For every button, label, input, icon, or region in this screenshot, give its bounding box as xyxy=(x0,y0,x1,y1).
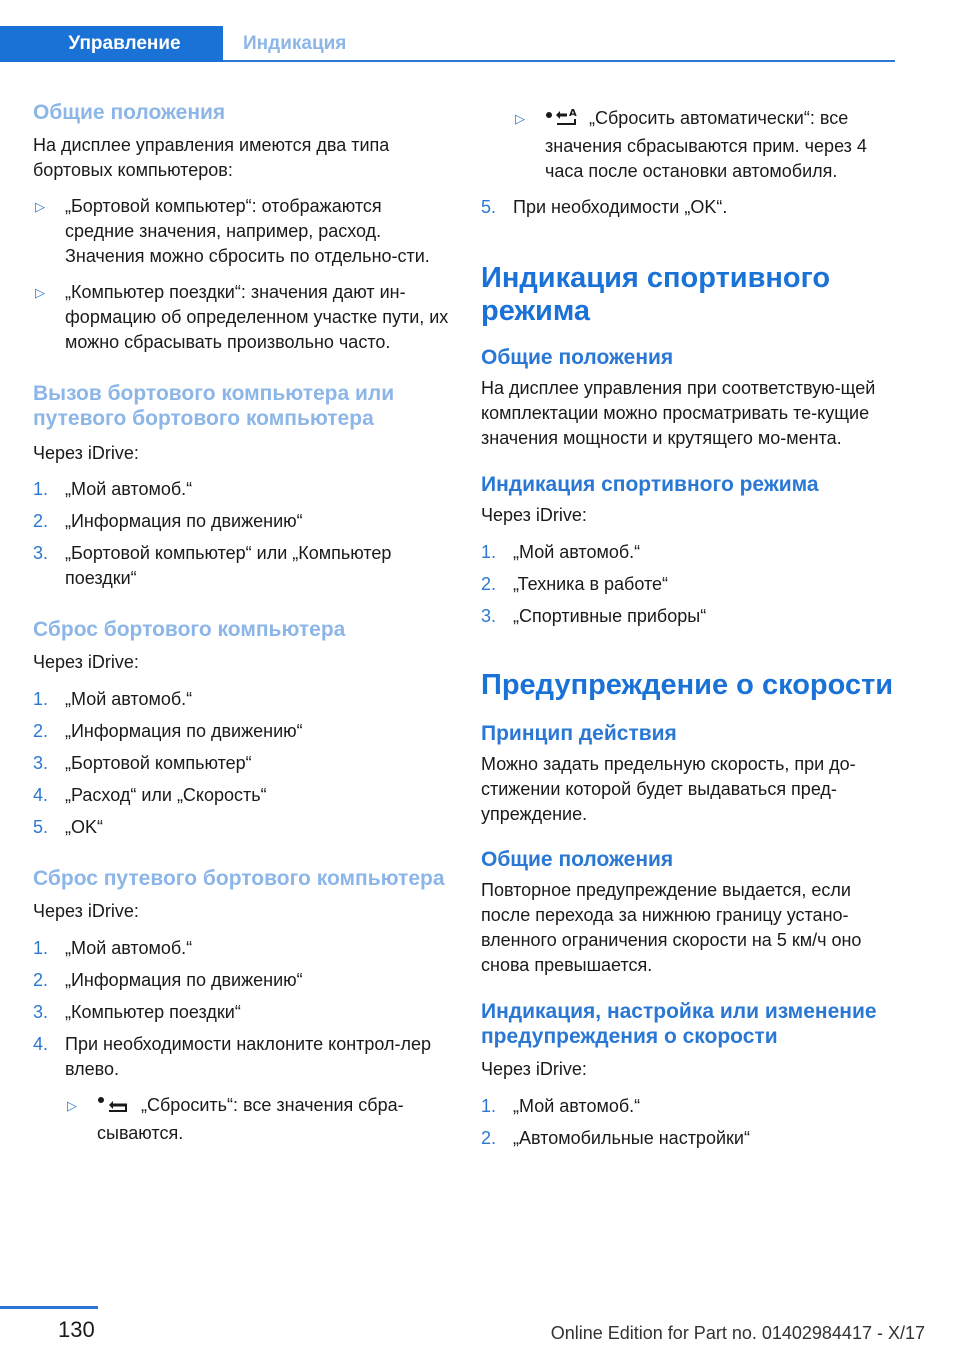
principle-text: Можно задать предельную скорость, при до-стижении которой будет выдаваться пред-упреждение. xyxy=(481,754,856,824)
right-column xyxy=(481,100,897,1151)
footer-edition: Online Edition for Part no. 01402984417 - X/17 xyxy=(550,1323,925,1343)
list-item: 1. „Мой автомоб.“ xyxy=(481,542,641,562)
warn-intro: Через iDrive: xyxy=(481,1059,587,1079)
list-item: 4. При необходимости наклоните контрол-лер влево. xyxy=(33,1034,432,1079)
tab-upravlenie[interactable]: Управление xyxy=(0,26,223,62)
list-item: 1. „Мой автомоб.“ xyxy=(33,479,193,499)
tab-indikatsiya[interactable]: Индикация xyxy=(243,33,347,54)
page-number: 130 xyxy=(58,1317,95,1342)
list-item: 2. „Информация по движению“ xyxy=(33,721,303,741)
section-title-sport-mode: Индикация спортивного режима xyxy=(481,473,819,496)
section-title-warn-setting: Индикация, настройка или изменение предупреждения о скорости xyxy=(481,1000,877,1048)
list-item: 3. „Спортивные приборы“ xyxy=(481,606,707,626)
reset-trip-intro: Через iDrive: xyxy=(33,901,139,921)
call-intro: Через iDrive: xyxy=(33,443,139,463)
section-title-call: Вызов бортового компьютера или путевого бортового компьютера xyxy=(33,382,395,430)
triangle-bullet-icon: ▷ xyxy=(515,111,525,126)
list-item: ▷ A „Сбросить автоматически“: все значения сбрасываются прим. через 4 часа после остановки автомобиля. xyxy=(515,108,867,181)
list-item: 4. „Расход“ или „Скорость“ xyxy=(33,785,267,805)
list-item: 1. „Мой автомоб.“ xyxy=(33,938,193,958)
footer-accent-line xyxy=(0,1306,98,1309)
svg-text:A: A xyxy=(569,108,577,119)
section-title-warn-general: Общие положения xyxy=(481,848,674,871)
list-item: 3. „Бортовой компьютер“ xyxy=(33,753,252,773)
sport-general-text: На дисплее управления при соответствую-щей комплектации можно просматривать те-кущие значения мощности и крутящего мо-мента. xyxy=(481,378,876,448)
sport-intro: Через iDrive: xyxy=(481,505,587,525)
list-item: ▷ „Бортовой компьютер“: отображаются средние значения, например, расход. Значения можно сбросить по отдельно-сти. xyxy=(35,196,430,266)
list-item: ▷ „Компьютер поездки“: значения дают ин-формацию об определенном участке пути, их можно сбрасывать произвольно часто. xyxy=(35,282,449,352)
warn-general-text: Повторное предупреждение выдается, если после перехода за нижнюю границу устано-вленного ограничения скорости на 5 км/ч оно снова превышается. xyxy=(481,880,862,975)
list-item: ▷ „Сбросить“: все значения сбра-сываются. xyxy=(67,1095,404,1143)
list-item: 3. „Компьютер поездки“ xyxy=(33,1002,241,1022)
list-item: 3. „Бортовой компьютер“ или „Компьютер поездки“ xyxy=(33,543,392,588)
list-item: 2. „Информация по движению“ xyxy=(33,511,303,531)
triangle-bullet-icon: ▷ xyxy=(35,199,45,214)
section-title-general: Общие положения xyxy=(33,101,226,124)
list-item: 2. „Автомобильные настройки“ xyxy=(481,1128,750,1148)
reset-intro: Через iDrive: xyxy=(33,652,139,672)
header-tabs xyxy=(0,26,895,62)
left-column xyxy=(33,100,453,1146)
list-item: 5. При необходимости „OK“. xyxy=(481,197,728,217)
list-item: 2. „Техника в работе“ xyxy=(481,574,669,594)
list-item: 1. „Мой автомоб.“ xyxy=(33,689,193,709)
section-title-reset: Сброс бортового компьютера xyxy=(33,618,346,641)
section-title-reset-trip: Сброс путевого бортового компьютера xyxy=(33,867,445,890)
section-title-sport-general: Общие положения xyxy=(481,346,674,369)
list-item: 2. „Информация по движению“ xyxy=(33,970,303,990)
section-title-principle: Принцип действия xyxy=(481,722,677,745)
reset-icon xyxy=(97,1096,131,1121)
heading-speed-warning: Предупреждение о скорости xyxy=(481,669,894,701)
list-item: 1. „Мой автомоб.“ xyxy=(481,1096,641,1116)
general-text: На дисплее управления имеются два типа бортовых компьютеров: xyxy=(33,135,390,180)
triangle-bullet-icon: ▷ xyxy=(67,1098,77,1113)
list-item: 5. „OK“ xyxy=(33,817,103,837)
auto-reset-icon xyxy=(545,107,579,134)
heading-sport: Индикация спортивного режима xyxy=(481,262,831,327)
triangle-bullet-icon: ▷ xyxy=(35,285,45,300)
